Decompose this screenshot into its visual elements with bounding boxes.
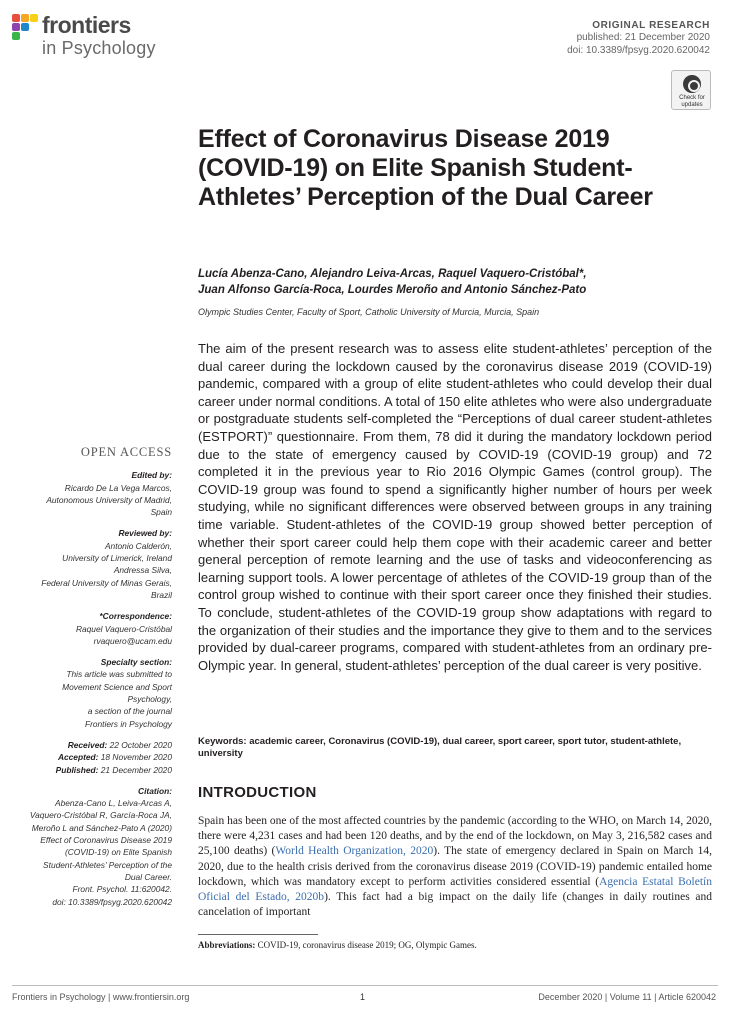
citation-line: Dual Career.: [124, 871, 172, 882]
specialty-heading: Specialty section:: [100, 657, 172, 668]
frontiers-logo-icon: [12, 14, 38, 40]
published-value: 21 December 2020: [100, 764, 172, 775]
section-heading-introduction: INTRODUCTION: [198, 784, 317, 801]
specialty-line: Movement Science and Sport: [62, 681, 172, 692]
abbreviations-label: Abbreviations:: [198, 940, 256, 950]
footer-journal-url[interactable]: Frontiers in Psychology | www.frontiersin.org: [12, 992, 190, 1002]
intro-text-3: ). This fact had a big impact on the daily life (changes in daily routines and cancelation of important: [198, 891, 713, 919]
citation-link-who[interactable]: World Health Organization, 2020: [275, 845, 434, 858]
edited-by-heading: Edited by:: [131, 470, 172, 481]
published-date-sidebar: [10, 764, 172, 776]
correspondence-name: Raquel Vaquero-Cristóbal: [75, 623, 172, 634]
reviewer-line: Brazil: [151, 589, 172, 600]
editor-line: Ricardo De La Vega Marcos,: [64, 482, 172, 493]
specialty-line: Frontiers in Psychology: [84, 718, 172, 729]
reviewer-line: University of Limerick, Ireland: [62, 553, 172, 564]
reviewed-by-heading: Reviewed by:: [118, 528, 172, 539]
abbreviations-text: COVID-19, coronavirus disease 2019; OG, Olympic Games.: [257, 940, 477, 950]
article-info-sidebar: [10, 446, 172, 917]
keywords-text: academic career, Coronavirus (COVID-19), dual career, sport career, sport tutor, student-athlete, university: [198, 736, 682, 759]
citation-line: (COVID-19) on Elite Spanish: [64, 847, 172, 858]
citation-heading: Citation:: [138, 785, 172, 796]
citation-line: Meroño L and Sánchez-Pato A (2020): [31, 822, 172, 833]
article-title: Effect of Coronavirus Disease 2019 (COVID-19) on Elite Spanish Student-Athletes’ Perception of the Dual Career: [198, 125, 653, 211]
citation-link-boe[interactable]: Agencia Estatal Boletín Oficial del Estado, 2020b: [198, 875, 712, 904]
citation-line: Student-Athletes’ Perception of the: [43, 859, 172, 870]
abstract: The aim of the present research was to assess elite student-athletes’ perception of the dual career during the lockdown caused by the coronavirus disease 2019 (COVID-19) pandemic, compared with a group of elite student-athletes who could develop their dual career under normal conditions. A total of 150 elite athletes who were also undergraduate or postgraduate students self-completed the “Perceptions of dual career student-athletes (ESTPORT)” questionnaire. From them, 78 did it during the mandatory lockdown period due to the state of emergency caused by COVID-19 (COVID-19 group) and 72 completed it in the previous year to Rio 2016 Olympic Games (control group). The COVID-19 group was found to spend a significantly higher number of hours per week studying, while no significant differences were observed between groups in any training time variable. Student-athletes of the COVID-19 group showed better perception of whether their sport career could help them cope with their academic career and better general perception of remote learning and the use of tasks and videoconferencing as learning support tools. A lower percentage of athletes of the COVID-19 group than of the control group wished to continue with their sport career once they finished their studies. To conclude, student-athletes of the COVID-19 group show adaptations with regard to the organization of their studies and the importance they give to them and to the services provided by dual-career programs, compared with student-athletes from an ordinary pre-Olympic year. In general, student-athletes’ perception of the dual career is very positive.: [198, 341, 712, 673]
correspondence-email[interactable]: rvaquero@ucam.edu: [93, 635, 172, 646]
footer-issue-info: December 2020 | Volume 11 | Article 620042: [538, 992, 716, 1002]
specialty-line: a section of the journal: [87, 706, 172, 717]
keywords: [198, 736, 712, 760]
footnote-divider: [198, 934, 318, 935]
authors-line-1[interactable]: Lucía Abenza-Cano, Alejandro Leiva-Arcas, Raquel Vaquero-Cristóbal*,: [198, 268, 587, 280]
edited-by-section: [10, 469, 172, 518]
published-date: published: 21 December 2020: [576, 32, 710, 43]
open-access-label: OPEN ACCESS: [80, 445, 172, 459]
specialty-line: Psychology,: [127, 694, 172, 705]
article-meta: [567, 20, 710, 57]
editor-line: Autonomous University of Madrid,: [46, 494, 172, 505]
received-date: [10, 739, 172, 751]
intro-text-2: ). The state of emergency declared in Spain on March 14, 2020, due to the health crisis derived from the coronavirus disease 2019 (COVID-19) pandemic entailed home lockdown, which was mandatory except to perform activities considered essential (: [198, 845, 713, 888]
abbreviations-footnote: [198, 940, 712, 950]
authors-line-2[interactable]: Juan Alfonso García-Roca, Lourdes Meroño and Antonio Sánchez-Pato: [198, 284, 587, 296]
intro-text-1: Spain has been one of the most affected countries by the pandemic (according to the WHO, on March 14, 2020, there were 4,231 cases and had been 120 deaths, and by the end of the lockdown, on May 3, 216,582 cases and 25,100 deaths) (: [198, 815, 712, 858]
dates-section: [10, 739, 172, 776]
received-value: 22 October 2020: [109, 739, 172, 750]
footer-divider: [12, 985, 718, 986]
logo-journal-name: in Psychology: [42, 38, 156, 58]
citation-line: Abenza-Cano L, Leiva-Arcas A,: [55, 798, 172, 809]
keywords-label: Keywords:: [198, 736, 247, 747]
reviewer-line: Antonio Calderón,: [104, 540, 172, 551]
introduction-paragraph: [198, 814, 712, 920]
check-for-updates-label: Check for updates: [679, 95, 705, 108]
article-type: ORIGINAL RESEARCH: [592, 20, 710, 31]
published-label: Published:: [55, 764, 99, 775]
author-list: [198, 266, 698, 298]
accepted-date: [10, 751, 172, 763]
correspondence-section: [10, 610, 172, 647]
received-label: Received:: [67, 739, 108, 750]
reviewer-line: Federal University of Minas Gerais,: [41, 577, 172, 588]
correspondence-heading: *Correspondence:: [99, 611, 172, 622]
journal-logo[interactable]: [12, 12, 212, 62]
citation-doi[interactable]: doi: 10.3389/fpsyg.2020.620042: [52, 896, 172, 907]
check-for-updates-button[interactable]: [671, 70, 711, 110]
citation-section: [10, 785, 172, 908]
page-number: 1: [360, 992, 366, 1002]
logo-brand: frontiers: [42, 12, 131, 38]
citation-line: Vaquero-Cristóbal R, García-Roca JA,: [29, 810, 172, 821]
specialty-line: This article was submitted to: [66, 669, 172, 680]
accepted-label: Accepted:: [57, 752, 99, 763]
citation-line: Effect of Coronavirus Disease 2019: [40, 835, 172, 846]
affiliation: Olympic Studies Center, Faculty of Sport, Catholic University of Murcia, Murcia, Spain: [198, 307, 540, 317]
crossmark-icon: [683, 75, 701, 93]
article-doi[interactable]: doi: 10.3389/fpsyg.2020.620042: [567, 45, 710, 56]
accepted-value: 18 November 2020: [100, 752, 172, 763]
specialty-section: [10, 656, 172, 730]
reviewed-by-section: [10, 527, 172, 601]
citation-line: Front. Psychol. 11:620042.: [72, 884, 172, 895]
editor-line: Spain: [150, 507, 172, 518]
reviewer-line: Andressa Silva,: [113, 565, 172, 576]
